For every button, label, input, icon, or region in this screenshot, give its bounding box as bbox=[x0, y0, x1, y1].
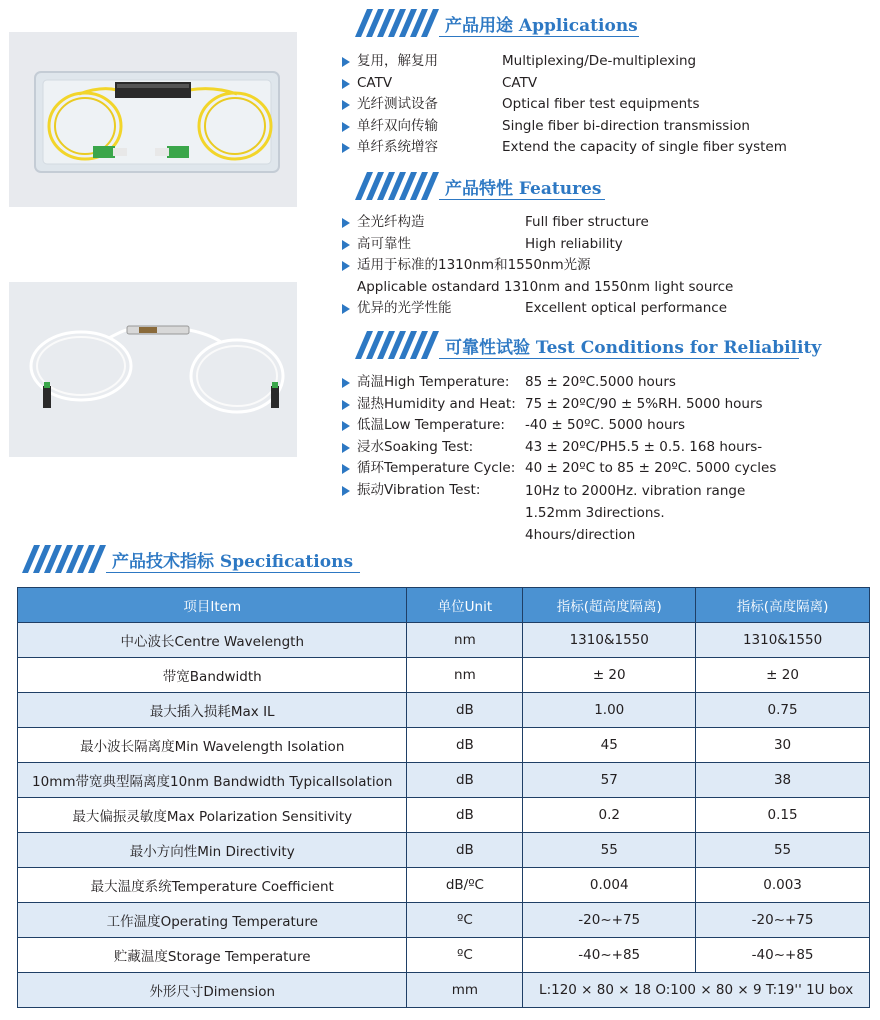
specifications-table bbox=[17, 587, 870, 1008]
list-item: 振动Vibration Test: 10Hz to 2000Hz. vibration range 1.52mm 3directions. 4hours/direction bbox=[342, 480, 870, 502]
tests-title: 可靠性试验 Test Conditions for Reliability bbox=[445, 338, 822, 358]
stripes-decoration-icon bbox=[14, 545, 114, 573]
table-row: 最小波长隔离度Min Wavelength Isolation dB 45 30 bbox=[18, 728, 870, 763]
table-row: 最大偏振灵敏度Max Polarization Sensitivity dB 0.2 0.15 bbox=[18, 798, 870, 833]
bullet-icon bbox=[342, 261, 350, 271]
bullet-icon bbox=[342, 464, 350, 474]
bullet-icon bbox=[342, 100, 350, 110]
table-row: 带宽Bandwidth nm ± 20 ± 20 bbox=[18, 658, 870, 693]
column-header-high-isolation: 指标(高度隔离) bbox=[696, 588, 870, 623]
specifications-heading bbox=[14, 545, 364, 573]
table-row: 贮藏温度Storage Temperature ºC -40~+85 -40~+85 bbox=[18, 938, 870, 973]
table-row: 10mm带宽典型隔离度10nm Bandwidth TypicalIsolation dB 57 38 bbox=[18, 763, 870, 798]
list-item: 单纤双向传输 Single fiber bi-direction transmission bbox=[342, 116, 862, 138]
list-item: Applicable ostandard 1310nm and 1550nm light source bbox=[357, 278, 734, 295]
list-item: 适用于标准的1310nm和1550nm光源 bbox=[342, 255, 862, 277]
list-item: 湿热Humidity and Heat: 75 ± 20ºC/90 ± 5%RH. 5000 hours bbox=[342, 394, 870, 416]
table-row: 最大温度系统Temperature Coefficient dB/ºC 0.004 0.003 bbox=[18, 868, 870, 903]
bullet-icon bbox=[342, 400, 350, 410]
bullet-icon bbox=[342, 143, 350, 153]
stripes-decoration-icon bbox=[347, 331, 447, 359]
bullet-icon bbox=[342, 57, 350, 67]
table-row: 最小方向性Min Directivity dB 55 55 bbox=[18, 833, 870, 868]
list-item: 循环Temperature Cycle: 40 ± 20ºC to 85 ± 20ºC. 5000 cycles bbox=[342, 458, 870, 480]
bullet-icon bbox=[342, 304, 350, 314]
bullet-icon bbox=[342, 122, 350, 132]
features-heading bbox=[347, 172, 607, 200]
list-item: 复用，解复用 Multiplexing/De-multiplexing bbox=[342, 51, 862, 73]
applications-list bbox=[342, 51, 862, 159]
tests-list bbox=[342, 372, 870, 543]
list-item: 光纤测试设备 Optical fiber test equipments bbox=[342, 94, 862, 116]
column-header-unit: 单位Unit bbox=[407, 588, 523, 623]
list-item: 全光纤构造 Full fiber structure bbox=[342, 212, 862, 234]
bullet-icon bbox=[342, 378, 350, 388]
list-item: 低温Low Temperature: -40 ± 50ºC. 5000 hours bbox=[342, 415, 870, 437]
bullet-icon bbox=[342, 443, 350, 453]
features-title: 产品特性 Features bbox=[445, 179, 602, 199]
bullet-icon bbox=[342, 486, 350, 496]
product-photo-bare bbox=[9, 282, 297, 457]
list-item: 单纤系统增容 Extend the capacity of single fiber system bbox=[342, 137, 862, 159]
table-row: 最大插入损耗Max IL dB 1.00 0.75 bbox=[18, 693, 870, 728]
table-header-row bbox=[18, 588, 870, 623]
list-item: 高温High Temperature: 85 ± 20ºC.5000 hours bbox=[342, 372, 870, 394]
column-header-ultra-high-isolation: 指标(超高度隔离) bbox=[523, 588, 696, 623]
list-item: 浸水Soaking Test: 43 ± 20ºC/PH5.5 ± 0.5. 168 hours- bbox=[342, 437, 870, 459]
list-item: 高可靠性 High reliability bbox=[342, 234, 862, 256]
bullet-icon bbox=[342, 218, 350, 228]
list-item: CATV CATV bbox=[342, 73, 862, 95]
stripes-decoration-icon bbox=[347, 9, 447, 37]
product-photo-boxed bbox=[9, 32, 297, 207]
bullet-icon bbox=[342, 421, 350, 431]
features-list bbox=[342, 212, 862, 320]
bullet-icon bbox=[342, 240, 350, 250]
table-row: 工作温度Operating Temperature ºC -20~+75 -20~+75 bbox=[18, 903, 870, 938]
stripes-decoration-icon bbox=[347, 172, 447, 200]
table-row-dimension: 外形尺寸Dimension mm L:120 × 80 × 18 O:100 × 80 × 9 T:19'' 1U box bbox=[18, 973, 870, 1008]
list-item: 优异的光学性能 Excellent optical performance bbox=[342, 298, 862, 320]
column-header-item: 项目Item bbox=[18, 588, 407, 623]
applications-heading bbox=[347, 9, 639, 37]
table-row: 中心波长Centre Wavelength nm 1310&1550 1310&1550 bbox=[18, 623, 870, 658]
bullet-icon bbox=[342, 79, 350, 89]
tests-heading bbox=[347, 331, 822, 359]
applications-title: 产品用途 Applications bbox=[445, 16, 638, 36]
specifications-title: 产品技术指标 Specifications bbox=[112, 552, 354, 572]
